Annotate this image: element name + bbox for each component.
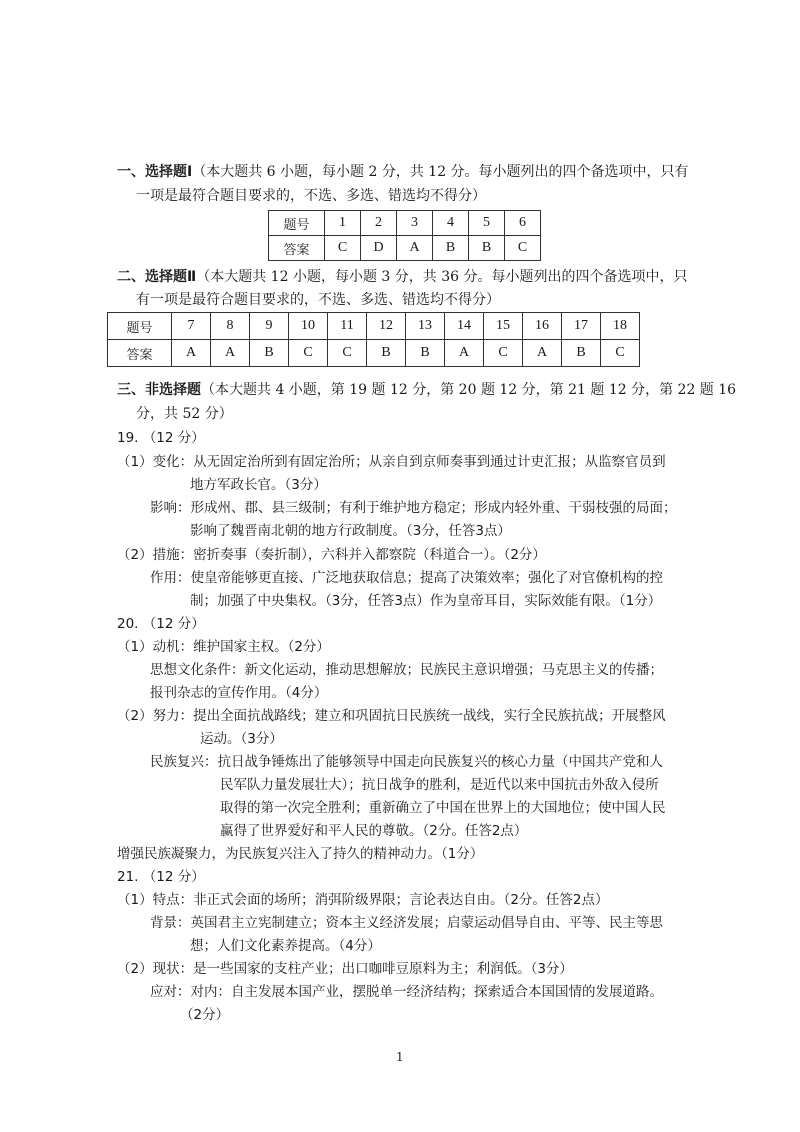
- question-number: 6: [505, 211, 541, 236]
- section2-desc-1: （本大题共 12 小题，每小题 3 分，共 36 分。每小题列出的四个备选项中，只: [196, 269, 688, 285]
- question-number: 11: [328, 313, 367, 340]
- section2-answer-table: [107, 312, 640, 367]
- q20-header: 20. （12 分）: [117, 616, 205, 632]
- question-number: 10: [289, 313, 328, 340]
- question-number: 9: [250, 313, 289, 340]
- q19-header: 19. （12 分）: [117, 430, 205, 446]
- row-label: 答案: [269, 236, 325, 261]
- question-number: 18: [601, 313, 640, 340]
- q19-line: 制；加强了中央集权。（3分，任答3点）作为皇帝耳目，实际效能有限。（1分）: [190, 593, 662, 609]
- question-number: 13: [406, 313, 445, 340]
- section1-desc-2: 一项是最符合题目要求的，不选、多选、错选均不得分）: [136, 188, 486, 204]
- section2-desc-2: 有一项是最符合题目要求的，不选、多选、错选均不得分）: [136, 292, 500, 308]
- table-row: [108, 340, 640, 367]
- question-number: 1: [325, 211, 361, 236]
- q20-line: 民族复兴：抗日战争锤炼出了能够领导中国走向民族复兴的核心力量（中国共产党和人: [150, 754, 663, 770]
- section1-title: 一、选择题Ⅰ: [117, 164, 193, 180]
- table-row: [108, 313, 640, 340]
- q21-line: （2）现状：是一些国家的支柱产业；出口咖啡豆原料为主；利润低。（3分）: [117, 961, 573, 977]
- question-number: 16: [523, 313, 562, 340]
- section2-title: 二、选择题Ⅱ: [117, 269, 197, 285]
- answer-cell: A: [445, 340, 484, 367]
- row-label: 答案: [108, 340, 172, 367]
- answer-cell: C: [328, 340, 367, 367]
- question-number: 7: [172, 313, 211, 340]
- section1-heading: [117, 162, 689, 182]
- q20-line: 赢得了世界爱好和平人民的尊敬。（2分。任答2点）: [220, 823, 528, 839]
- answer-cell: B: [469, 236, 505, 261]
- q20-line: 运动。（3分）: [200, 731, 283, 747]
- q19-line: 影响了魏晋南北朝的地方行政制度。（3分，任答3点）: [190, 523, 511, 539]
- q19-line: 影响：形成州、郡、县三级制；有利于维护地方稳定；形成内轻外重、干弱枝强的局面；: [150, 500, 677, 516]
- answer-cell: C: [505, 236, 541, 261]
- q21-header: 21. （12 分）: [117, 869, 205, 885]
- question-number: 12: [367, 313, 406, 340]
- q20-line: 增强民族凝聚力，为民族复兴注入了持久的精神动力。（1分）: [117, 846, 484, 862]
- q21-line: （2分）: [180, 1007, 230, 1023]
- answer-cell: B: [562, 340, 601, 367]
- question-number: 15: [484, 313, 523, 340]
- row-label: 题号: [269, 211, 325, 236]
- answer-cell: A: [523, 340, 562, 367]
- section3-desc-2: 分，共 52 分）: [136, 406, 233, 422]
- section2-heading: [117, 267, 687, 287]
- answer-cell: C: [289, 340, 328, 367]
- row-label: 题号: [108, 313, 172, 340]
- section3-title: 三、非选择题: [117, 382, 201, 398]
- question-number: 8: [211, 313, 250, 340]
- q20-line: （2）努力：提出全面抗战路线；建立和巩固抗日民族统一战线，实行全民族抗战；开展整风: [117, 708, 666, 724]
- question-number: 2: [361, 211, 397, 236]
- question-number: 14: [445, 313, 484, 340]
- answer-cell: A: [397, 236, 433, 261]
- q20-line: （1）动机：维护国家主权。（2分）: [117, 639, 330, 655]
- question-number: 4: [433, 211, 469, 236]
- q19-line: （2）措施：密折奏事（奏折制），六科并入都察院（科道合一）。（2分）: [117, 547, 546, 563]
- table-row: [269, 236, 541, 261]
- answer-cell: C: [484, 340, 523, 367]
- q21-line: 背景：英国君主立宪制建立；资本主义经济发展；启蒙运动倡导自由、平等、民主等思: [150, 915, 663, 931]
- section3-desc-1: （本大题共 4 小题，第 19 题 12 分，第 20 题 12 分，第 21 题 12 分，第 22 题 16: [201, 382, 737, 398]
- answer-cell: C: [325, 236, 361, 261]
- answer-cell: A: [211, 340, 250, 367]
- q19-line: 作用：使皇帝能够更直接、广泛地获取信息；提高了决策效率；强化了对官僚机构的控: [150, 570, 663, 586]
- q20-line: 民军队力量发展壮大）；抗日战争的胜利，是近代以来中国抗击外敌入侵所: [220, 777, 659, 793]
- q20-line: 取得的第一次完全胜利；重新确立了中国在世界上的大国地位；使中国人民: [220, 800, 666, 816]
- q20-line: 报刊杂志的宣传作用。（4分）: [150, 685, 328, 701]
- section1-answer-table: [268, 210, 541, 261]
- answer-cell: A: [172, 340, 211, 367]
- q20-line: 思想文化条件：新文化运动，推动思想解放；民族民主意识增强；马克思主义的传播；: [150, 662, 663, 678]
- section1-desc-1: （本大题共 6 小题，每小题 2 分，共 12 分。每小题列出的四个备选项中，只有: [192, 164, 689, 180]
- question-number: 3: [397, 211, 433, 236]
- table-row: [269, 211, 541, 236]
- q21-line: 应对：对内：自主发展本国产业，摆脱单一经济结构；探索适合本国国情的发展道路。: [150, 984, 663, 1000]
- question-number: 17: [562, 313, 601, 340]
- answer-cell: B: [406, 340, 445, 367]
- answer-cell: B: [367, 340, 406, 367]
- answer-cell: D: [361, 236, 397, 261]
- answer-cell: C: [601, 340, 640, 367]
- q21-line: （1）特点：非正式会面的场所；消弭阶级界限；言论表达自由。（2分。任答2点）: [117, 892, 609, 908]
- q21-line: 想；人们文化素养提高。（4分）: [190, 938, 381, 954]
- q19-line: （1）变化：从无固定治所到有固定治所；从亲自到京师奏事到通过计吏汇报；从监察官员到: [117, 454, 666, 470]
- answer-cell: B: [250, 340, 289, 367]
- page-number: 1: [396, 1050, 404, 1064]
- q19-line: 地方军政长官。（3分）: [190, 477, 327, 493]
- question-number: 5: [469, 211, 505, 236]
- answer-cell: B: [433, 236, 469, 261]
- section3-heading: [117, 380, 736, 400]
